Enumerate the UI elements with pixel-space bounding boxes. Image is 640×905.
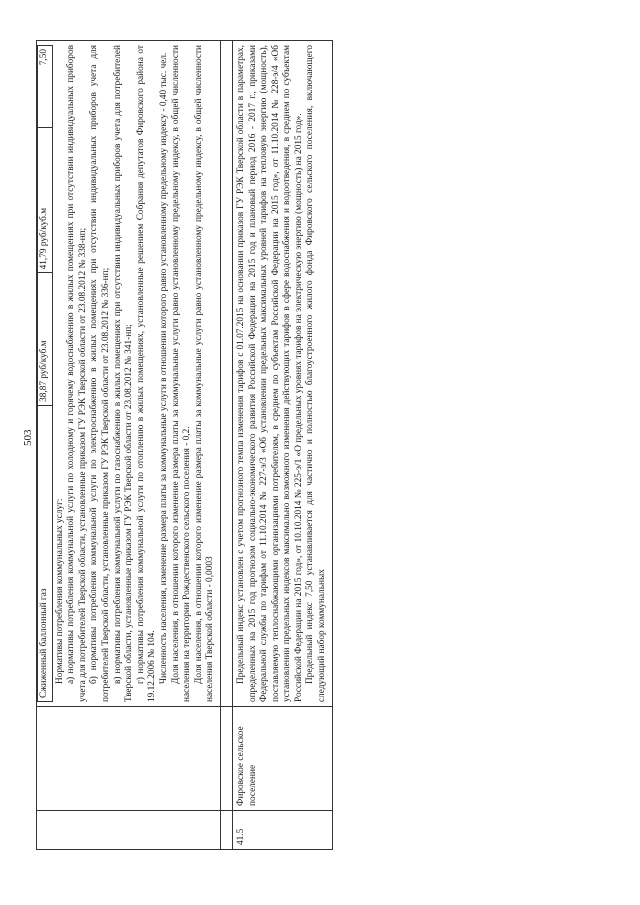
norm-paragraph-v: в) нормативы потребления коммунальной услуги по газоснабжению в жилых помещениях при отсутствии индивидуальных приборов учета для потребителей Тверской области, установленные приказом ГУ РЭК Тверской области от 23.08.2012 № 341-нп;: [112, 45, 135, 702]
spacer-cell: [220, 811, 232, 850]
share-region-paragraph: Доля населения, в отношении которого изменение размера платы за коммунальные услуги равно установленному предельному индексу, в общей численности населения Тверской области - 0,0003: [193, 45, 216, 702]
row-name-cell-empty: [37, 707, 221, 811]
table-row-spacer: [220, 41, 232, 850]
population-paragraph: Численность населения, изменение размера платы за коммунальные услуги в отношении которого равно установленному предельному индексу - 0,40 тыс. чел.: [158, 52, 169, 684]
norm-paragraph-a: а) нормативы потребления коммунальной услуги по холодному и горячему водоснабжению в жилых помещениях при отсутствии индивидуальных приборов учета для потребителей Тверской области, установленные приказом ГУ РЭК Тверской области от 23.08.2012 № 338-нп;: [66, 45, 88, 702]
tariff-rate: 7,50: [38, 46, 53, 128]
tariff-value-2: 41,79 руб/куб.м: [38, 128, 53, 273]
tariff-value-1: 38,87 руб/куб.м: [38, 273, 53, 406]
tariff-name: Сжиженный баллонный газ: [38, 405, 53, 701]
main-table: [36, 40, 333, 850]
norm-paragraph-b: б) нормативы потребления коммунальной услуги по электроснабжению в жилых помещениях при отсутствии индивидуальных приборов учета для потребителей Тверской области, установленные приказом ГУ РЭК Тверской области от 23.08.2012 № 336-нп;: [89, 45, 111, 702]
row-number: 41.5: [232, 811, 332, 850]
norms-heading: Нормативы потребления коммунальных услуг:: [54, 498, 65, 684]
norm-paragraph-g: г) нормативы потребления коммунальной услуги по отоплению в жилых помещениях, установленные решением Собрания депутатов Фировского района от 19.12.2006 № 104.: [135, 45, 158, 702]
index-basis-paragraph: Предельный индекс установлен с учетом прогнозного темпа изменения тарифов с 01.07.2015 на основании приказов ГУ РЭК Тверской области в параметрах, определенных на 2015 год прогнозом социально-экономического развития Российской Федерации на 2015 год и плановый период 2016 - 2017 г., приказами Федеральной службы по тарифам от 11.10.2014 № 227-э/3 «Об установлении предельных максимальных уровней тарифов на тепловую энергию (мощность), поставляемую теплоснабжающими организациями потребителям, в среднем по субъектам Российской Федерации на 2015 год», от 11.10.2014 № 228-э/4 «Об установлении предельных индексов максимально возможного изменения действующих тарифов в сфере водоснабжения и водоотведения, в среднем по субъектам Российской Федерации на 2015 год», от 10.10.2014 № 225-э/1 «О предельных уровнях тарифов на электрическую энергию (мощность) на 2015 год».: [235, 45, 304, 702]
index-value-paragraph: Предельный индекс 7,50 устанавливается для частично и полностью благоустроенного жилого фонда Фировского сельского поселения, включающего следующий набор коммунальных: [305, 45, 328, 702]
table-row: [232, 41, 332, 850]
share-settlement-paragraph: Доля населения, в отношении которого изменение размера платы за коммунальные услуги равно установленному предельному индексу, в общей численности населения на территории Рождественского сельского поселения - 0,2.: [170, 45, 193, 702]
spacer-cell: [220, 707, 232, 811]
page-number: 503: [22, 429, 34, 446]
spacer-cell: [220, 41, 232, 707]
content-cell: [37, 41, 221, 707]
tariff-table: [37, 45, 53, 702]
row-number-cell-empty: [37, 811, 221, 850]
tariff-row: [38, 46, 53, 702]
content-cell: [232, 41, 332, 707]
settlement-name: Фировское сельское поселение: [232, 707, 332, 811]
rotated-sheet: [36, 40, 612, 850]
table-row: [37, 41, 221, 850]
